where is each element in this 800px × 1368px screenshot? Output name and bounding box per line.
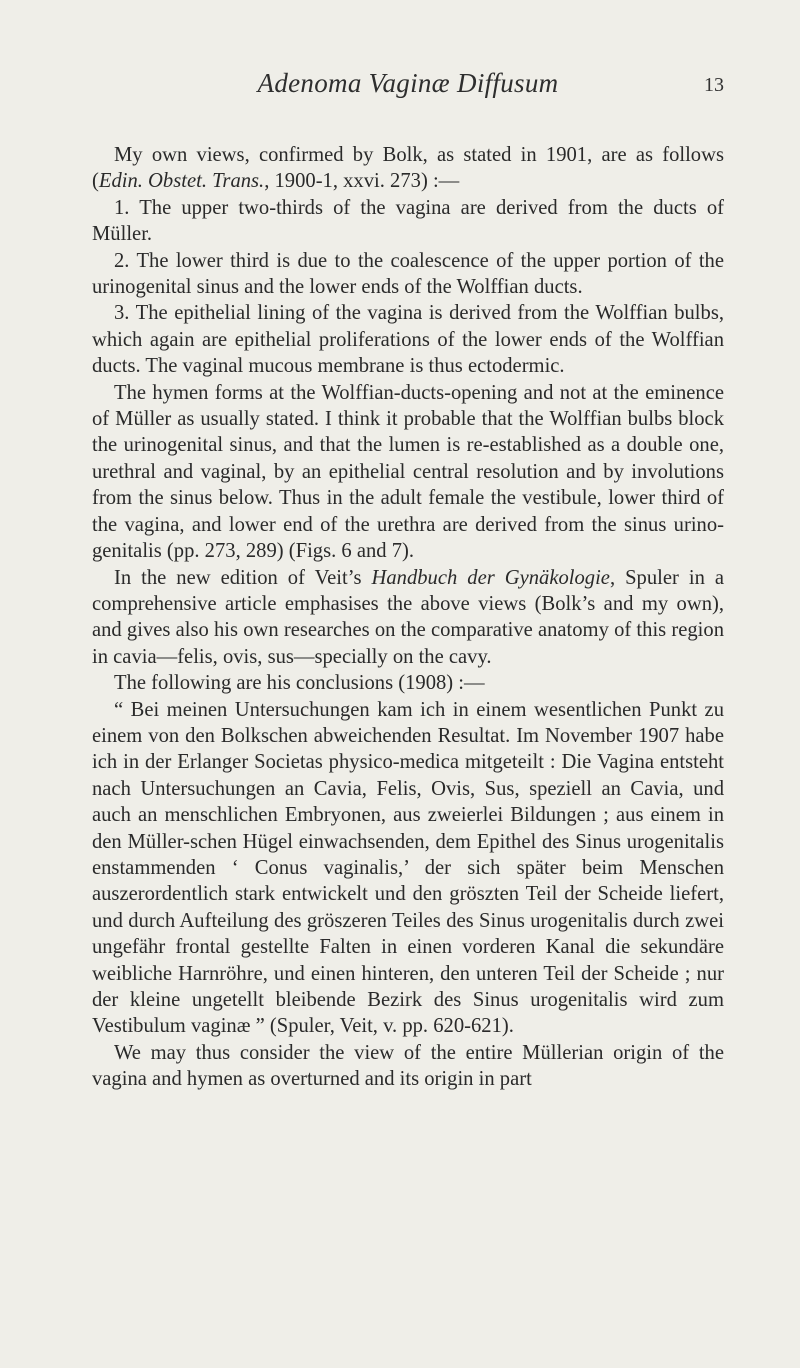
list-item-1: 1. The upper two-thirds of the vagina are derived from the ducts of Müller. [92,196,724,246]
list-item-2: 2. The lower third is due to the coalescence of the upper portion of the urinogenital sinus and the lower ends of the Wolffian ducts. [92,249,724,299]
paragraph-veit: In the new edition of Veit’s Handbuch der Gynäkologie, Spuler in a comprehensive article emphasises the above views (Bolk’s and my own), and gives also his own researches on the comparative anatomy of this region in cavia—felis, ovis, sus—specially on the cavy. [92,566,725,668]
body-text [92,142,724,1093]
paragraph-intro: My own views, confirmed by Bolk, as stated in 1901, are as follows (Edin. Obstet. Trans., 1900-1, xxvi. 273) :— [92,144,724,193]
paragraph-hymen: The hymen forms at the Wolffian-ducts-opening and not at the eminence of Müller as usually stated. I think it probable that the Wolffian bulbs block the urinogenital sinus, and that the lumen is re-established as a double one, urethral and vaginal, by an epithelial central resolution and by involutions from the sinus below. Thus in the adult female the vestibule, lower third of the vagina, and lower end of the urethra are derived from the sinus urino-genitalis (pp. 273, 289) (Figs. 6 and 7). [92,381,724,563]
running-title: Adenoma Vaginæ Diffusum [257,68,559,98]
paragraph-final: We may thus consider the view of the entire Müllerian origin of the vagina and hymen as overturned and its origin in part [92,1041,724,1091]
page-number: 13 [704,74,724,96]
paragraph-conclusions-intro: The following are his conclusions (1908) :— [114,672,485,695]
citation-italic: Edin. Obstet. Trans. [98,170,265,193]
list-item-3: 3. The epithelial lining of the vagina is derived from the Wolffian bulbs, which again are epithelial proliferations of the lower ends of the Wolffian ducts. The vaginal mucous membrane is thus ectodermic. [92,302,724,378]
page-header [92,68,724,108]
handbuch-italic: Handbuch der Gynäkologie [371,566,610,589]
paragraph-german-quote: “ Bei meinen Untersuchungen kam ich in einem wesentlichen Punkt zu einem von den Bolkschen abweichenden Resultat. Im November 1907 habe ich in der Erlanger Societas physico-medica mitgeteilt : Die Vagina entsteht nach Untersuchungen an Cavia, Felis, Ovis, Sus, speziell an Cavia, und auch an menschlichen Embryonen, aus zweierlei Bildungen ; aus einem in den Müller-schen Hügel einwachsenden, dem Epithel des Sinus urogenitalis enstammenden ‘ Conus vaginalis,’ der sich später beim Menschen auszerordentlich stark entwickelt und den gröszten Teil der Scheide liefert, und durch Aufteilung des gröszeren Teiles des Sinus urogenitalis durch zwei ungefähr frontal gestellte Falten in einen vorderen Kanal die sekundäre weibliche Harnröhre, und einen hinteren, den unteren Teil der Scheide ; nur der kleine ungetellt bleibende Bezirk des Sinus urogenitalis wird zum Vestibulum vaginæ ” (Spuler, Veit, v. pp. 620-621). [92,698,724,1038]
